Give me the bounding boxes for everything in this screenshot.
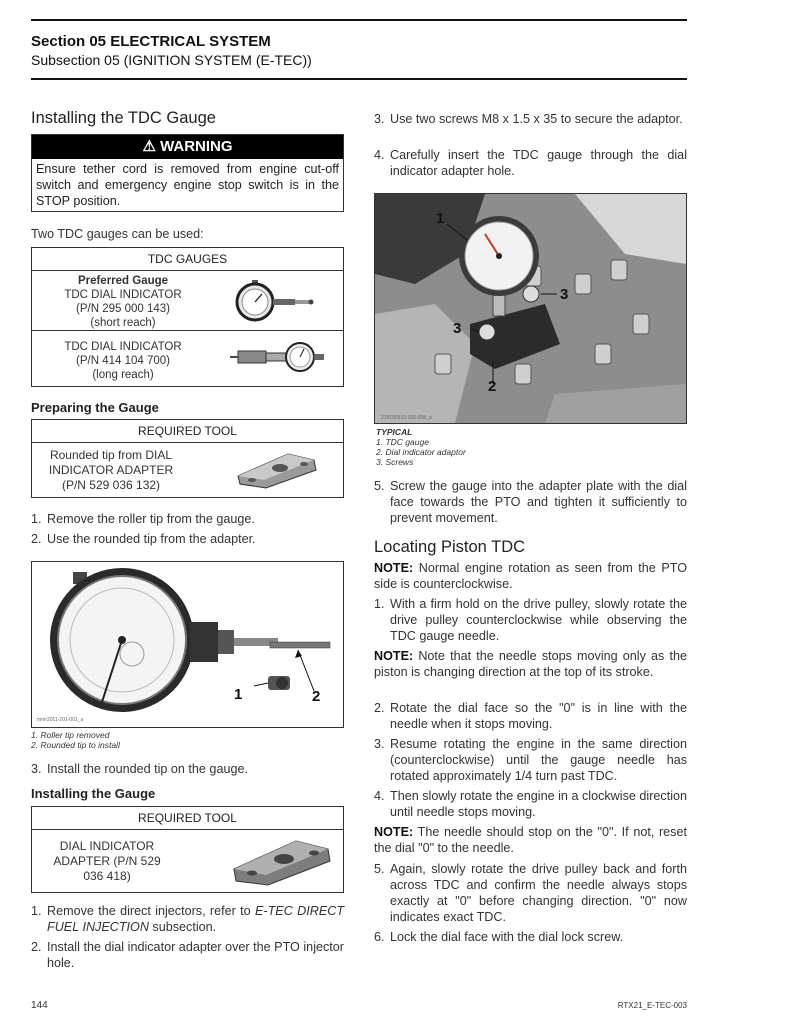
right-step-3-number: 3.	[374, 112, 385, 126]
prep-step-3-number: 3.	[31, 762, 42, 776]
locate-step-4-number: 4.	[374, 789, 385, 803]
heading-preparing-gauge: Preparing the Gauge	[31, 400, 159, 415]
tdc-row-long-reach	[38, 340, 208, 382]
required-tool-1-desc	[36, 448, 186, 493]
heading-installing-gauge: Installing the Gauge	[31, 786, 156, 801]
locate-step-6-number: 6.	[374, 930, 385, 944]
prep-step-2	[31, 531, 344, 547]
locate-step-2	[374, 700, 687, 732]
right-step-4-number: 4.	[374, 148, 385, 162]
locate-step-2-text: Rotate the dial face so the "0" is in line with the needle when it stops moving.	[390, 701, 687, 731]
page-number: 144	[31, 1000, 48, 1011]
install-step-2	[31, 939, 344, 971]
long-reach-dial-indicator-image	[228, 340, 328, 374]
fig1-code: mmr2011-201-001_a	[37, 717, 84, 723]
tool1-line1: Rounded tip from DIAL	[49, 448, 173, 462]
fig2-caption-2: 2. Dial indicator adaptor	[376, 447, 466, 457]
fig2-callout-3b: 3	[453, 320, 462, 337]
right-step-4	[374, 147, 687, 179]
fig1-callout-1: 1	[234, 686, 243, 703]
fig1-caption-2: 2. Rounded tip to install	[31, 740, 120, 750]
required-tool-box-1	[31, 419, 344, 498]
fig2-caption-title: TYPICAL	[376, 427, 413, 437]
locate-step-6-text: Lock the dial face with the dial lock screw.	[390, 930, 624, 944]
heading-locating-piston-tdc: Locating Piston TDC	[374, 538, 526, 556]
row1-name: TDC DIAL INDICATOR	[64, 289, 182, 301]
locate-step-4	[374, 788, 687, 820]
warning-box	[31, 134, 344, 212]
note-2-text: Note that the needle stops moving only as the piston is changing direction at the top of its stroke.	[374, 649, 687, 679]
fig2-callout-2: 2	[488, 378, 497, 395]
fig1-caption-1: 1. Roller tip removed	[31, 730, 110, 740]
tdc-table-divider	[32, 330, 343, 331]
efi-subsection-reference: E-TEC DIRECT FUEL INJECTION	[47, 904, 345, 934]
install-step-1-text-b: subsection.	[148, 920, 217, 934]
dial-indicator-adapter-plate-image	[226, 835, 336, 889]
row1-pn: (P/N 295 000 143)	[76, 303, 170, 315]
row2-reach: (long reach)	[92, 369, 154, 381]
fig2-caption-3: 3. Screws	[376, 457, 414, 467]
locate-step-5-text: Again, slowly rotate the drive pulley back and forth across TDC and confirm the needle always stops exactly at "0" before changing direction. "0" now indicates exact TDC.	[390, 862, 687, 924]
subsection-title: Subsection 05 (IGNITION SYSTEM (E-TEC))	[31, 52, 312, 68]
tool1-line2: INDICATOR ADAPTER	[48, 463, 174, 477]
engine-tdc-gauge-photo	[375, 194, 686, 423]
prep-step-1	[31, 511, 344, 527]
row2-name: TDC DIAL INDICATOR	[64, 341, 182, 353]
tool2-line3: 036 418)	[83, 869, 131, 883]
tdc-row-preferred	[38, 274, 208, 330]
prep-step-2-text: Use the rounded tip from the adapter.	[47, 532, 256, 546]
dial-indicator-tip-photo	[32, 562, 343, 727]
prep-step-1-number: 1.	[31, 512, 42, 526]
tdc-table-header: TDC GAUGES	[32, 248, 343, 271]
warning-triangle-icon: ⚠	[142, 138, 156, 155]
heading-installing-tdc-gauge: Installing the TDC Gauge	[31, 109, 216, 127]
prep-step-3	[31, 761, 344, 777]
locate-step-5-number: 5.	[374, 862, 385, 876]
install-step-1	[31, 903, 344, 935]
tool1-line3: (P/N 529 036 132)	[61, 478, 161, 492]
note-2	[374, 648, 687, 680]
note-1	[374, 560, 687, 592]
figure-tdc-gauge-installed	[374, 193, 687, 424]
install-step-1-text-a: Remove the direct injectors, refer to	[47, 904, 256, 918]
right-step-3	[374, 111, 687, 127]
locate-step-3	[374, 736, 687, 784]
note-1-label: NOTE:	[374, 561, 414, 575]
required-tool-2-header: REQUIRED TOOL	[32, 807, 343, 830]
locate-step-2-number: 2.	[374, 701, 385, 715]
tool2-line2: ADAPTER (P/N 529	[53, 854, 161, 868]
note-1-text: Normal engine rotation as seen from the PTO side is counterclockwise.	[374, 561, 687, 591]
required-tool-2-desc	[42, 839, 172, 884]
row1-reach: (short reach)	[90, 317, 156, 329]
fig2-callout-1: 1	[436, 210, 445, 227]
locate-step-1-number: 1.	[374, 597, 385, 611]
right-step-5-number: 5.	[374, 479, 385, 493]
section-title: Section 05 ELECTRICAL SYSTEM	[31, 33, 271, 50]
warning-text: Ensure tether cord is removed from engine cut-off switch and emergency engine stop switch is in the STOP position.	[36, 162, 339, 208]
install-step-1-number: 1.	[31, 904, 42, 918]
warning-label: WARNING	[160, 138, 233, 155]
right-step-3-text: Use two screws M8 x 1.5 x 35 to secure the adaptor.	[390, 112, 683, 126]
required-tool-box-2	[31, 806, 344, 893]
header-bottom-rule	[31, 78, 687, 80]
header-top-rule	[31, 19, 687, 21]
install-step-2-text: Install the dial indicator adapter over the PTO injector hole.	[47, 940, 344, 970]
right-step-5	[374, 478, 687, 526]
right-step-4-text: Carefully insert the TDC gauge through the dial indicator adapter hole.	[390, 148, 687, 178]
locate-step-3-text: Resume rotating the engine in the same direction (counterclockwise) until the gauge needle has rotated approximately 1/4 turn past TDC.	[390, 737, 687, 783]
fig2-callout-3a: 3	[560, 286, 569, 303]
note-3-label: NOTE:	[374, 825, 414, 839]
locate-step-4-text: Then slowly rotate the engine in a clockwise direction until needle stops moving.	[390, 789, 687, 819]
locate-step-5	[374, 861, 687, 925]
locate-step-1	[374, 596, 687, 644]
tdc-gauges-table	[31, 247, 344, 387]
preferred-gauge-label: Preferred Gauge	[77, 275, 169, 287]
prep-step-2-number: 2.	[31, 532, 42, 546]
row2-pn: (P/N 414 104 700)	[76, 355, 170, 367]
document-code: RTX21_E-TEC-003	[617, 1001, 687, 1010]
prep-step-1-text: Remove the roller tip from the gauge.	[47, 512, 255, 526]
intro-text: Two TDC gauges can be used:	[31, 227, 204, 241]
note-3	[374, 824, 687, 856]
note-2-label: NOTE:	[374, 649, 414, 663]
required-tool-1-header: REQUIRED TOOL	[32, 420, 343, 443]
warning-header	[32, 135, 343, 159]
install-step-1-text	[31, 903, 344, 935]
tool2-line1: DIAL INDICATOR	[59, 839, 155, 853]
figure-dial-indicator-tip	[31, 561, 344, 728]
prep-step-3-text: Install the rounded tip on the gauge.	[47, 762, 248, 776]
locate-step-1-text: With a firm hold on the drive pulley, slowly rotate the drive pulley counterclockwise while observing the TDC gauge needle.	[390, 597, 687, 643]
locate-step-3-number: 3.	[374, 737, 385, 751]
locate-step-6	[374, 929, 687, 945]
fig2-code: 219100912-016-008_a	[381, 415, 432, 421]
fig2-caption-1: 1. TDC gauge	[376, 437, 429, 447]
short-reach-dial-indicator-image	[232, 280, 322, 324]
note-3-text: The needle should stop on the "0". If not, reset the dial "0" to the needle.	[374, 825, 687, 855]
right-step-5-text: Screw the gauge into the adapter plate with the dial face towards the PTO and tighten it sufficiently to prevent movement.	[390, 479, 687, 525]
fig1-callout-2: 2	[312, 688, 321, 705]
dial-indicator-adapter-image	[228, 446, 324, 492]
install-step-2-number: 2.	[31, 940, 42, 954]
